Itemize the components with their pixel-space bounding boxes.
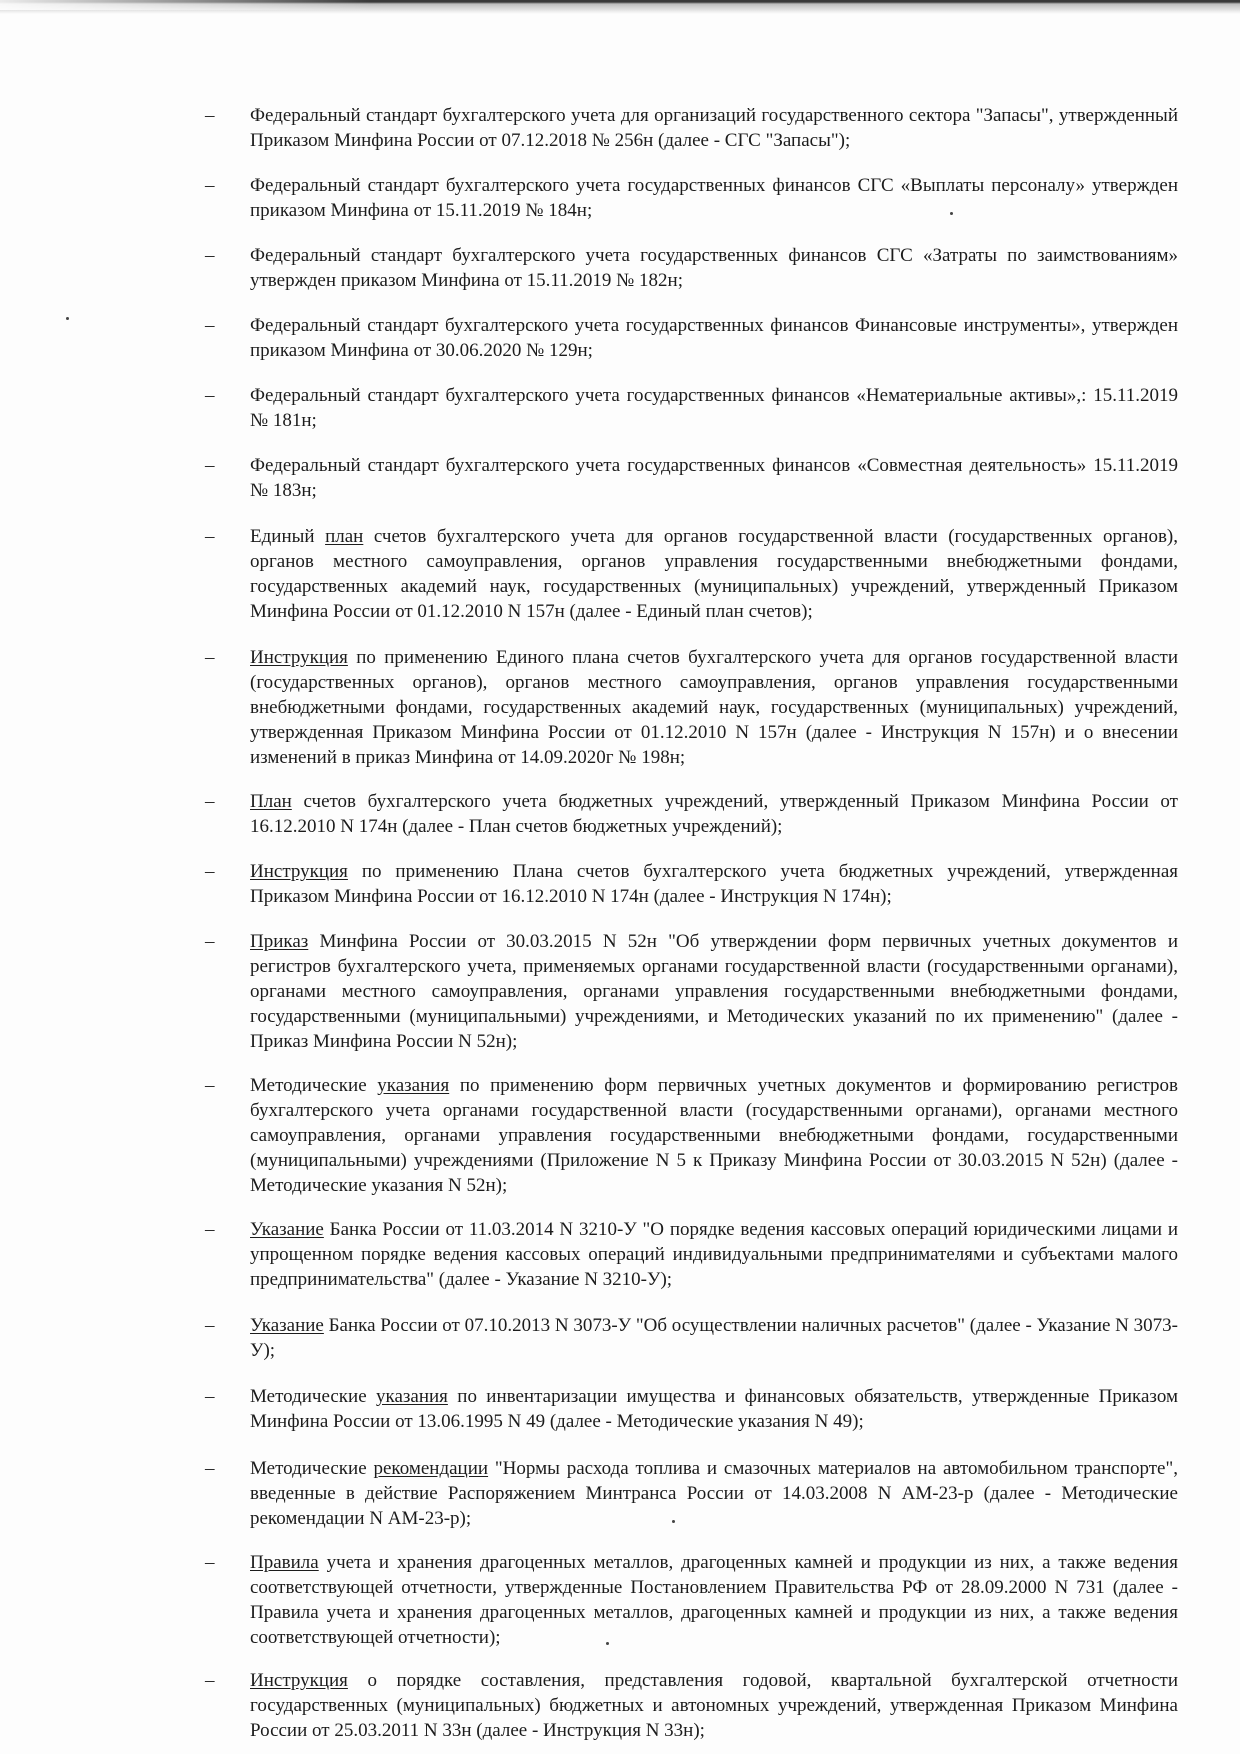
bullet-dash: – <box>205 455 215 476</box>
bullet-dash: – <box>205 791 215 812</box>
list-item <box>205 453 1178 503</box>
list-item <box>205 859 1178 909</box>
list-item <box>205 173 1178 223</box>
item-lead-word: Указание <box>250 1315 324 1336</box>
bullet-dash: – <box>205 526 215 547</box>
list-item <box>205 1073 1178 1198</box>
bullet-dash: – <box>205 647 215 668</box>
item-text: Банка России от 11.03.2014 N 3210-У "О порядке ведения кассовых операций юридическими лицами и упрощенном порядке ведения кассовых операций индивидуальными предпринимателями и субъектами малого предпринимательства" (далее - Указание N 3210-У); <box>250 1219 1178 1290</box>
item-text: по инвентаризации имущества и финансовых обязательств, утвержденные Приказом Минфина России от 13.06.1995 N 49 (далее - Методические указания N 49); <box>250 1386 1178 1432</box>
item-text: Федеральный стандарт бухгалтерского учета государственных финансов «Нематериальные активы»,: 15.11.2019 № 181н; <box>250 385 1178 431</box>
item-lead-word: Приказ <box>250 931 309 952</box>
item-text: Минфина России от 30.03.2015 N 52н "Об утверждении форм первичных учетных документов и регистров бухгалтерского учета, применяемых органами государственной власти (государственными органами), органами местного самоуправления, органами управления государственными внебюджетными фондами, государственными (муниципальными) учреждениями, и Методических указаний по их применению" (далее - Приказ Минфина России N 52н); <box>250 931 1178 1052</box>
bullet-dash: – <box>205 931 215 952</box>
list-item <box>205 1217 1178 1292</box>
bullet-dash: – <box>205 245 215 266</box>
bullet-dash: – <box>205 1219 215 1240</box>
item-text: по применению Плана счетов бухгалтерского учета бюджетных учреждений, утвержденная Приказом Минфина России от 16.12.2010 N 174н (далее - Инструкция N 174н); <box>250 861 1178 907</box>
bullet-dash: – <box>205 1670 215 1691</box>
item-text: Федеральный стандарт бухгалтерского учета государственных финансов СГС «Затраты по заимствованиям» утвержден приказом Минфина от 15.11.2019 № 182н; <box>250 245 1178 291</box>
list-item <box>205 645 1178 770</box>
item-text: по применению форм первичных учетных документов и формированию регистров бухгалтерского учета органами государственной власти (государственными органами), органами местного самоуправления, органами управления государственными внебюджетными фондами, государственными (муниципальными) учреждениями (Приложение N 5 к Приказу Минфина России от 30.03.2015 N 52н) (далее - Методические указания N 52н); <box>250 1075 1178 1196</box>
bullet-dash: – <box>205 175 215 196</box>
item-prefix: Методические <box>250 1075 378 1096</box>
scan-speck <box>606 1642 609 1645</box>
bullet-dash: – <box>205 861 215 882</box>
bullet-dash: – <box>205 1552 215 1573</box>
list-item <box>205 1456 1178 1531</box>
item-text: учета и хранения драгоценных металлов, драгоценных камней и продукции из них, а также ведения соответствующей отчетности, утвержденные Постановлением Правительства РФ от 28.09.2000 N 731 (далее - Правила учета и хранения драгоценных металлов, драгоценных камней и продукции из них, а также ведения соответствующей отчетности); <box>250 1552 1178 1648</box>
item-text: Федеральный стандарт бухгалтерского учета государственных финансов СГС «Выплаты персоналу» утвержден приказом Минфина от 15.11.2019 № 184н; <box>250 175 1178 221</box>
list-item <box>205 243 1178 293</box>
item-lead-word: рекомендации <box>373 1458 489 1479</box>
item-text: Банка России от 07.10.2013 N 3073-У "Об осуществлении наличных расчетов" (далее - Указание N 3073-У); <box>250 1315 1178 1361</box>
item-lead-word: Правила <box>250 1552 319 1573</box>
bullet-dash: – <box>205 315 215 336</box>
item-prefix: Методические <box>250 1458 374 1479</box>
list-item <box>205 1668 1178 1743</box>
item-text: счетов бухгалтерского учета для органов государственной власти (государственных органов), органов местного самоуправления, органов управления государственными внебюджетными фондами, государственных академий наук, государственных (муниципальных) учреждений, утвержденный Приказом Минфина России от 01.12.2010 N 157н (далее - Единый план счетов); <box>250 526 1178 622</box>
item-lead-word: Указание <box>250 1219 324 1240</box>
list-item <box>205 1384 1178 1434</box>
item-text: Федеральный стандарт бухгалтерского учета государственных финансов «Совместная деятельность» 15.11.2019 № 183н; <box>250 455 1178 501</box>
list-item <box>205 383 1178 433</box>
item-text: Федеральный стандарт бухгалтерского учета государственных финансов Финансовые инструменты», утвержден приказом Минфина от 30.06.2020 № 129н; <box>250 315 1178 361</box>
list-item <box>205 789 1178 839</box>
list-item <box>205 103 1178 153</box>
bullet-dash: – <box>205 1075 215 1096</box>
item-lead-word: Инструкция <box>250 647 348 668</box>
item-prefix: Единый <box>250 526 326 547</box>
scan-speck <box>66 317 69 320</box>
item-prefix: Методические <box>250 1386 377 1407</box>
list-item <box>205 929 1178 1054</box>
item-lead-word: указания <box>376 1386 448 1407</box>
bullet-dash: – <box>205 1315 215 1336</box>
list-item <box>205 524 1178 624</box>
item-lead-word: План <box>250 791 292 812</box>
item-lead-word: Инструкция <box>250 861 348 882</box>
scan-speck <box>950 212 953 215</box>
item-text: "Нормы расхода топлива и смазочных материалов на автомобильном транспорте", введенные в действие Распоряжением Минтранса России от 14.03.2008 N АМ-23-р (далее - Методические рекомендации N АМ-23-р); <box>250 1458 1178 1529</box>
item-lead-word: Инструкция <box>250 1670 348 1691</box>
scan-speck <box>672 1520 675 1523</box>
bullet-dash: – <box>205 1458 215 1479</box>
item-lead-word: план <box>325 526 364 547</box>
list-item <box>205 1313 1178 1363</box>
item-text: по применению Единого плана счетов бухгалтерского учета для органов государственной власти (государственных органов), органов местного самоуправления, органов управления государственными внебюджетными фондами, государственных академий наук, государственных (муниципальных) учреждений, утвержденная Приказом Минфина России от 01.12.2010 N 157н (далее - Инструкция N 157н) и о внесении изменений в приказ Минфина от 14.09.2020г № 198н; <box>250 647 1178 768</box>
item-text: о порядке составления, представления годовой, квартальной бухгалтерской отчетности государственных (муниципальных) бюджетных и автономных учреждений, утвержденная Приказом Минфина России от 25.03.2011 N 33н (далее - Инструкция N 33н); <box>250 1670 1178 1741</box>
list-item <box>205 313 1178 363</box>
bullet-dash: – <box>205 105 215 126</box>
bullet-dash: – <box>205 385 215 406</box>
bullet-dash: – <box>205 1386 215 1407</box>
item-text: Федеральный стандарт бухгалтерского учета для организаций государственного сектора "Запасы", утвержденный Приказом Минфина России от 07.12.2018 № 256н (далее - СГС "Запасы"); <box>250 105 1178 151</box>
list-item <box>205 1550 1178 1650</box>
item-lead-word: указания <box>377 1075 450 1096</box>
item-text: счетов бухгалтерского учета бюджетных учреждений, утвержденный Приказом Минфина России от 16.12.2010 N 174н (далее - План счетов бюджетных учреждений); <box>250 791 1178 837</box>
